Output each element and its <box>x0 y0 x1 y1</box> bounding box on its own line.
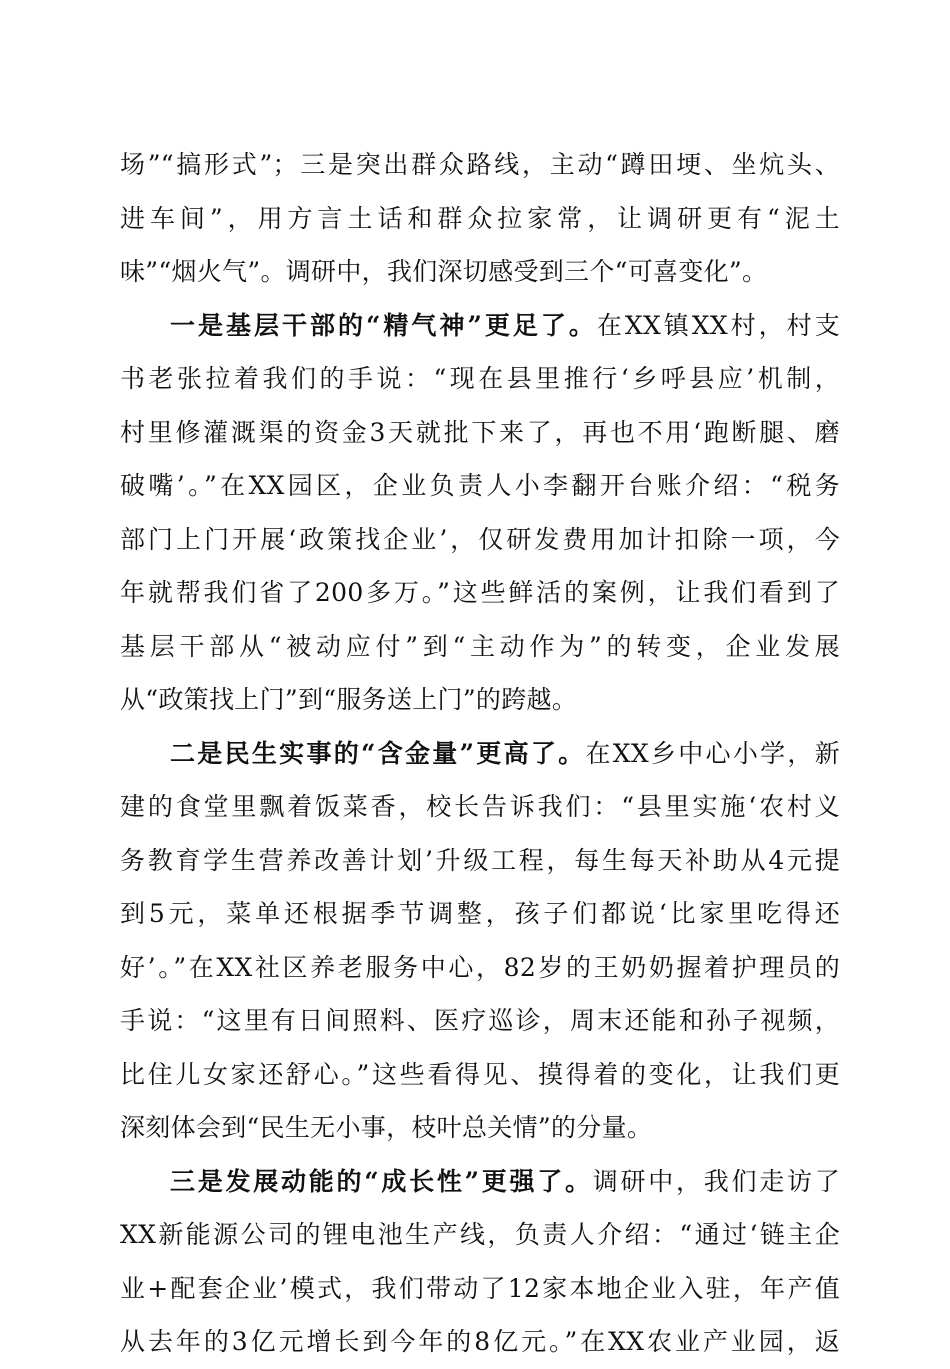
text-line: 基层干部从“被动应付”到“主动作为”的转变，企业发展 <box>120 631 840 661</box>
paragraph-lead-heading: 三是发展动能的“成长性”更强了。 <box>170 1166 593 1196</box>
text-line <box>120 299 840 353</box>
text-line: 从去年的3亿元增长到今年的8亿元。”在XX农业产业园，返 <box>120 1327 840 1356</box>
text-line: 手说：“这里有日间照料、医疗巡诊，周末还能和孙子视频， <box>120 1006 840 1035</box>
text-line <box>120 727 840 781</box>
text-line: 场”“搞形式”；三是突出群众路线，主动“蹲田埂、坐炕头、 <box>120 150 840 179</box>
text-line: XX新能源公司的锂电池生产线，负责人介绍：“通过‘链主企 <box>120 1220 840 1249</box>
paragraph-grassroots-cadres <box>120 299 840 727</box>
text-span: 在XX乡中心小学，新 <box>585 738 840 768</box>
text-line: 务教育学生营养改善计划’升级工程，每生每天补助从4元提 <box>120 845 840 875</box>
text-line: 味”“烟火气”。调研中，我们深切感受到三个“可喜变化”。 <box>120 257 768 286</box>
text-line: 业+配套企业’模式，我们带动了12家本地企业入驻，年产值 <box>120 1273 840 1303</box>
paragraph-intro-continuation <box>120 138 840 299</box>
text-line <box>120 1155 840 1209</box>
text-line: 建的食堂里飘着饭菜香，校长告诉我们：“县里实施‘农村义 <box>120 792 840 821</box>
text-line: 到5元，菜单还根据季节调整，孩子们都说‘比家里吃得还 <box>120 899 840 928</box>
paragraph-lead-heading: 一是基层干部的“精气神”更足了。 <box>170 310 597 340</box>
text-line: 破嘴’。”在XX园区，企业负责人小李翻开台账介绍：“税务 <box>120 471 840 500</box>
paragraph-lead-heading: 二是民生实事的“含金量”更高了。 <box>170 738 586 768</box>
text-line: 深刻体会到“民生无小事，枝叶总关情”的分量。 <box>120 1113 653 1142</box>
text-span: 在XX镇XX村，村支 <box>596 310 840 340</box>
text-line: 村里修灌溉渠的资金3天就批下来了，再也不用‘跑断腿、磨 <box>120 417 840 447</box>
text-line: 从“政策找上门”到“服务送上门”的跨越。 <box>120 685 578 714</box>
paragraph-livelihood <box>120 727 840 1155</box>
text-line: 年就帮我们省了200多万。”这些鲜活的案例，让我们看到了 <box>120 578 840 607</box>
text-line: 书老张拉着我们的手说：“现在县里推行‘乡呼县应’机制， <box>120 364 840 393</box>
text-line: 进车间”，用方言土话和群众拉家常，让调研更有“泥土 <box>120 203 840 233</box>
document-page <box>120 138 840 1369</box>
text-line: 好’。”在XX社区养老服务中心，82岁的王奶奶握着护理员的 <box>120 952 840 982</box>
paragraph-development-momentum <box>120 1155 840 1369</box>
text-line: 部门上门开展‘政策找企业’，仅研发费用加计扣除一项，今 <box>120 524 840 554</box>
text-line: 比住儿女家还舒心。”这些看得见、摸得着的变化，让我们更 <box>120 1059 840 1089</box>
text-span: 调研中，我们走访了 <box>592 1166 840 1196</box>
